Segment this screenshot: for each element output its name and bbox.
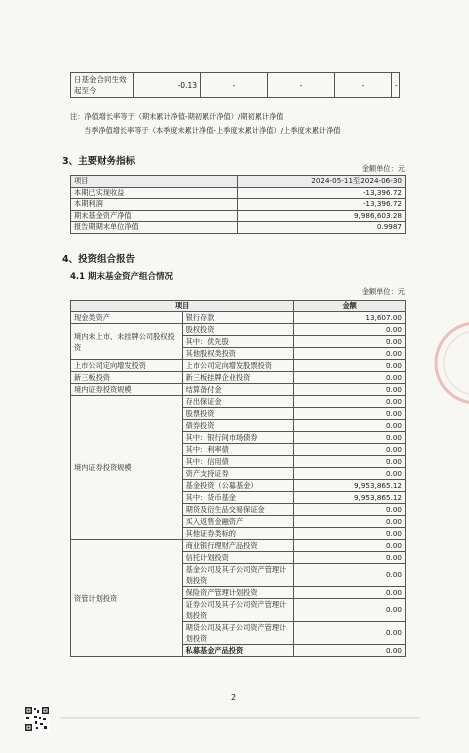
cell-label: 本期利润: [71, 199, 238, 211]
amount: 9,953,865.12: [294, 480, 406, 492]
growth-value: -0.13: [134, 73, 201, 98]
table-row: [71, 396, 406, 408]
sub-label: 买入返售金融资产: [182, 516, 294, 528]
amount: 0.00: [294, 408, 406, 420]
amount: 0.00: [294, 552, 406, 564]
footer-watermark: [60, 713, 420, 723]
row-label: 日基金合同生效起至今: [71, 73, 134, 98]
sub-label: 股票投资: [182, 408, 294, 420]
sub-label: 其中：货币基金: [182, 492, 294, 504]
cell-value: 0.9987: [238, 222, 406, 234]
header-item: 项目: [71, 301, 294, 312]
dash-cell: -: [268, 73, 335, 98]
table-row: [71, 540, 406, 552]
sub-label: 其中：优先股: [182, 336, 294, 348]
table-row: [71, 176, 406, 188]
amount: 0.00: [294, 622, 406, 645]
sub-label: 信托计划投资: [182, 552, 294, 564]
sub-label: 期货及衍生品交易保证金: [182, 504, 294, 516]
sub-label: 其他证券类标的: [182, 528, 294, 540]
sub-label: 资产支持证券: [182, 468, 294, 480]
dash-cell: -: [335, 73, 392, 98]
cell-label: 报告期期末单位净值: [71, 222, 238, 234]
group-label: 现金类资产: [71, 312, 183, 324]
amount: 0.00: [294, 456, 406, 468]
cell-label: 项目: [71, 176, 238, 188]
amount: 0.00: [294, 372, 406, 384]
amount: 0.00: [294, 564, 406, 587]
page-number: 2: [231, 693, 237, 702]
note-line-2: 当季净值增长率等于（本季度末累计净值-上季度末累计净值）/上季度末累计净值: [84, 126, 341, 135]
amount: 0.00: [294, 468, 406, 480]
table-header-row: [71, 301, 406, 312]
note-line-1: 注：净值增长率等于（期末累计净值-期初累计净值）/期初累计净值: [70, 112, 284, 121]
section4-title: 4、投资组合报告: [62, 254, 136, 265]
table-row: [71, 210, 406, 222]
sub-label: 其中：信用债: [182, 456, 294, 468]
sub-label: 其中：银行间市场债券: [182, 432, 294, 444]
sub-label: 存出保证金: [182, 396, 294, 408]
sub-label: 基金公司及其子公司资产管理计划投资: [182, 564, 294, 587]
group-label: 境内未上市、未挂牌公司股权投资: [71, 324, 183, 360]
amount: 0.00: [294, 432, 406, 444]
sub-label: 其他股权类投资: [182, 348, 294, 360]
seal-stamp-icon: [428, 318, 469, 408]
cell-value: -13,396.72: [238, 199, 406, 211]
amount: 0.00: [294, 528, 406, 540]
table-row: [71, 384, 406, 396]
sub-label: 结算备付金: [182, 384, 294, 396]
table-row: [71, 312, 406, 324]
financial-indicators-table: [70, 175, 406, 234]
section4-subtitle: 4.1 期末基金资产组合情况: [70, 272, 174, 282]
amount: 0.00: [294, 420, 406, 432]
performance-table-fragment: [70, 72, 400, 98]
amount: 13,607.00: [294, 312, 406, 324]
amount: 0.00: [294, 516, 406, 528]
dash-cell: -: [392, 73, 400, 98]
sub-label: 商业银行理财产品投资: [182, 540, 294, 552]
table-row: [71, 372, 406, 384]
amount: 0.00: [294, 599, 406, 622]
amount: 0.00: [294, 540, 406, 552]
amount: 0.00: [294, 360, 406, 372]
amount: 0.00: [294, 396, 406, 408]
amount: 0.00: [294, 645, 406, 657]
dash-cell: -: [201, 73, 268, 98]
amount: 0.00: [294, 348, 406, 360]
group-label: 新三板投资: [71, 372, 183, 384]
sub-label: 基金投资（公募基金）: [182, 480, 294, 492]
section3-unit: 金额单位：元: [361, 164, 405, 173]
cell-label: 本期已实现收益: [71, 187, 238, 199]
asset-composition-table: [70, 300, 406, 657]
table-row: [71, 360, 406, 372]
amount: 0.00: [294, 587, 406, 599]
table-row: [71, 199, 406, 211]
amount: 0.00: [294, 324, 406, 336]
sub-label: 私募基金产品投资: [182, 645, 294, 657]
cell-value: 9,986,603.28: [238, 210, 406, 222]
qr-code-icon: [24, 706, 50, 732]
amount: 0.00: [294, 444, 406, 456]
sub-label: 新三板挂牌企业投资: [182, 372, 294, 384]
sub-label: 上市公司定向增发股票投资: [182, 360, 294, 372]
amount: 0.00: [294, 336, 406, 348]
sub-label: 保险资产管理计划投资: [182, 587, 294, 599]
table-row: [71, 73, 400, 98]
table-row: [71, 324, 406, 336]
cell-value: -13,396.72: [238, 187, 406, 199]
header-amount: 金额: [294, 301, 406, 312]
amount: 9,953,865.12: [294, 492, 406, 504]
sub-label: 证券公司及其子公司资产管理计划投资: [182, 599, 294, 622]
sub-label: 债券投资: [182, 420, 294, 432]
sub-label: 其中：利率债: [182, 444, 294, 456]
group-label: 境内证券投资规模: [71, 384, 183, 396]
sub-label: 期货公司及其子公司资产管理计划投资: [182, 622, 294, 645]
amount: 0.00: [294, 504, 406, 516]
group-label: 上市公司定向增发投资: [71, 360, 183, 372]
sub-label: 银行存款: [182, 312, 294, 324]
section4-unit: 金额单位：元: [361, 287, 405, 296]
group-label: 资管计划投资: [71, 540, 183, 657]
cell-label: 期末基金资产净值: [71, 210, 238, 222]
amount: 0.00: [294, 384, 406, 396]
table-row: [71, 187, 406, 199]
cell-value: 2024-05-11至2024-06-30: [238, 176, 406, 188]
section3-title: 3、主要财务指标: [62, 156, 136, 167]
group-label: 境内证券投资规模: [71, 396, 183, 540]
table-row: [71, 222, 406, 234]
sub-label: 股权投资: [182, 324, 294, 336]
